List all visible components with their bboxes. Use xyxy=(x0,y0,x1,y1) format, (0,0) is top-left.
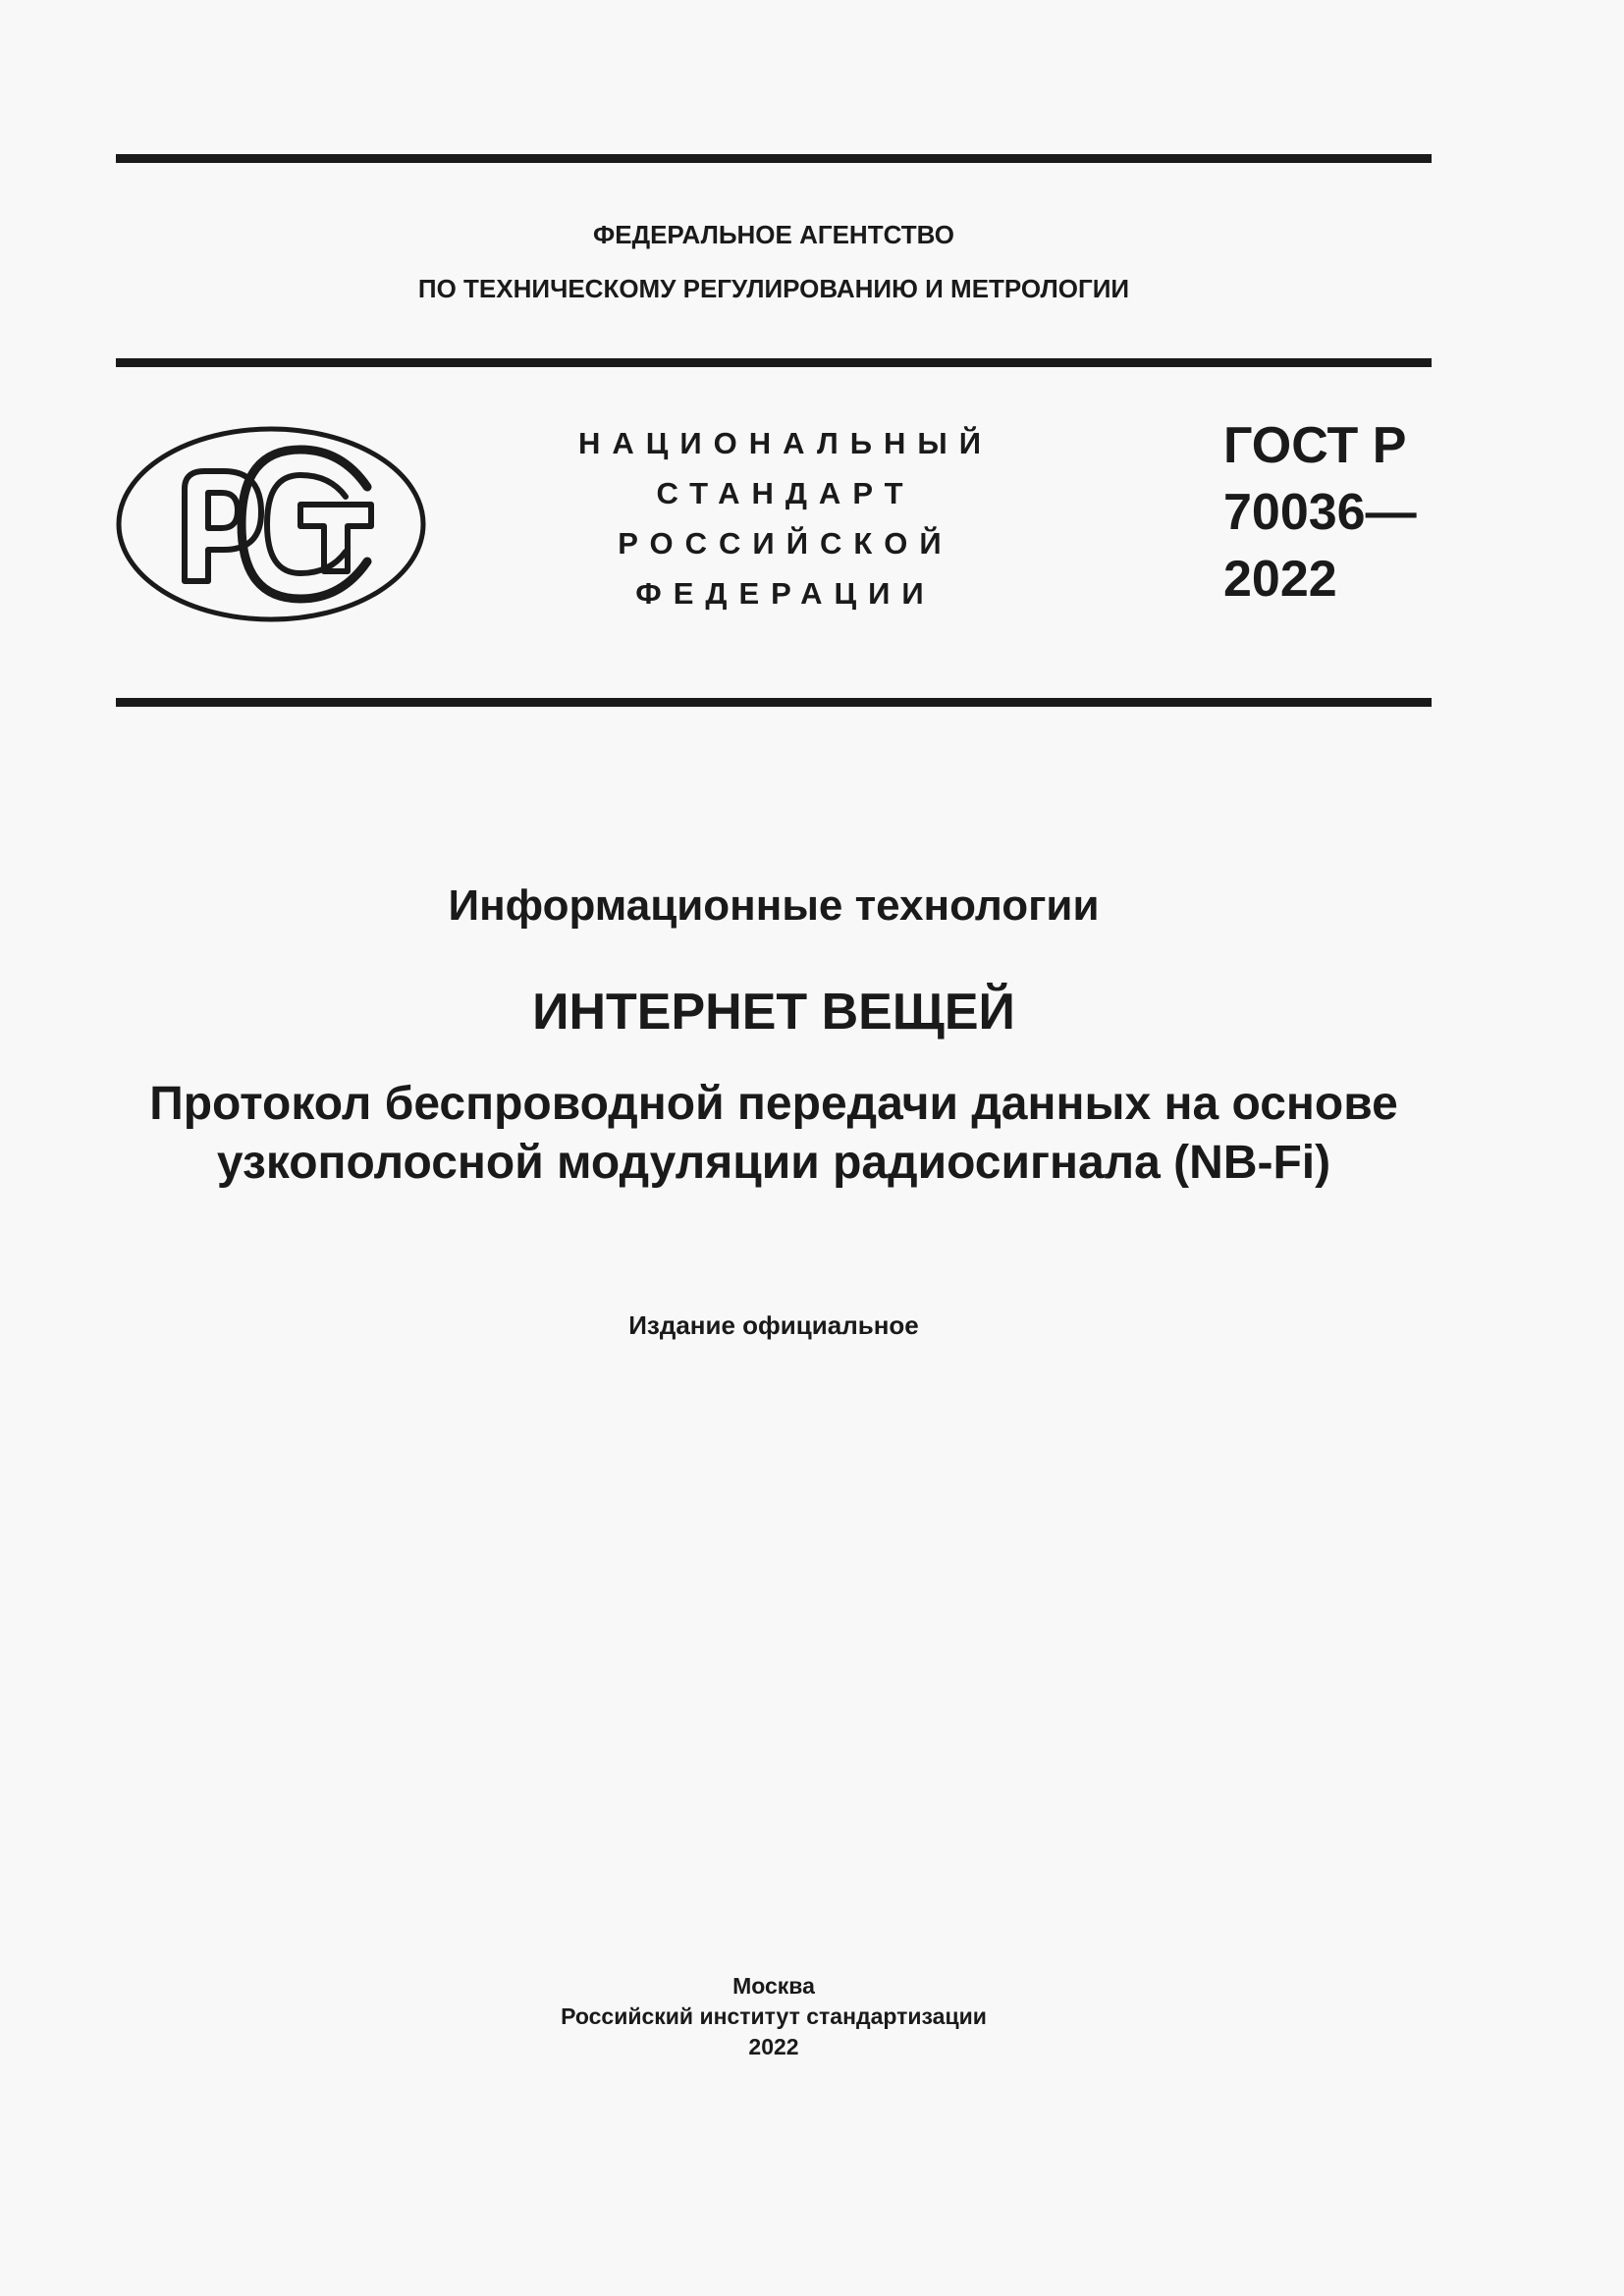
designation-line-2: 70036— xyxy=(1223,484,1417,541)
footer-city: Москва xyxy=(732,1973,815,1999)
national-line-2: СТАНДАРТ xyxy=(656,476,915,510)
category-title: Информационные технологии xyxy=(448,881,1100,930)
edition-note: Издание официальное xyxy=(628,1310,919,1340)
national-line-1: НАЦИОНАЛЬНЫЙ xyxy=(577,426,994,460)
publication-footer xyxy=(116,1971,1432,2062)
footer-publisher: Российский институт стандартизации xyxy=(561,2003,987,2029)
main-title: ИНТЕРНЕТ ВЕЩЕЙ xyxy=(532,984,1015,1041)
middle-rule xyxy=(116,358,1432,367)
designation-line-3: 2022 xyxy=(1223,551,1337,608)
agency-line-1: ФЕДЕРАЛЬНОЕ АГЕНТСТВО xyxy=(593,220,954,249)
standard-designation xyxy=(1223,412,1417,613)
national-line-4: ФЕДЕРАЦИИ xyxy=(635,576,936,611)
subtitle-line-1: Протокол беспроводной передачи данных на основе xyxy=(149,1078,1398,1130)
rst-certification-logo-icon xyxy=(114,424,428,624)
subtitle-line-2: узкополосной модуляции радиосигнала (NB-Fi) xyxy=(216,1137,1331,1189)
agency-header xyxy=(116,208,1432,316)
designation-line-1: ГОСТ Р xyxy=(1223,417,1407,474)
top-rule xyxy=(116,154,1432,163)
bottom-rule xyxy=(116,698,1432,707)
national-standard-label xyxy=(550,418,1021,618)
national-line-3: РОССИЙСКОЙ xyxy=(618,526,953,561)
subtitle xyxy=(116,1075,1432,1193)
footer-year: 2022 xyxy=(748,2034,799,2059)
agency-line-2: ПО ТЕХНИЧЕСКОМУ РЕГУЛИРОВАНИЮ И МЕТРОЛОГИИ xyxy=(417,274,1130,303)
